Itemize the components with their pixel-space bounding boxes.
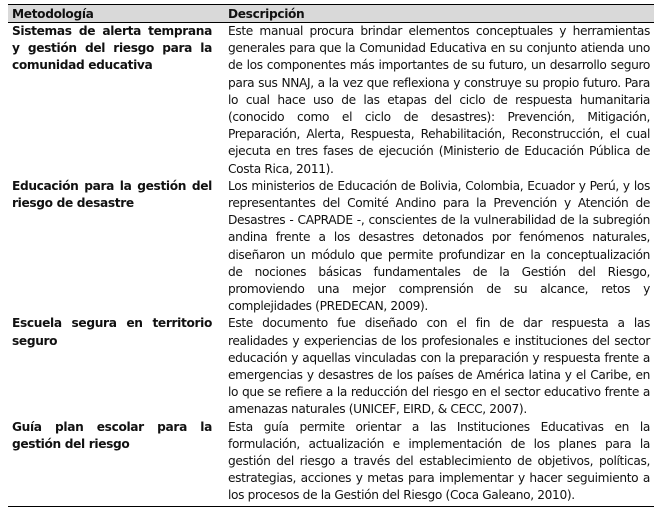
methodology-cell: Educación para la gestión del riesgo de desastre [12,178,212,211]
table-row [8,178,654,316]
description-cell: Los ministerios de Educación de Bolivia, Colombia, Ecuador y Perú, y los representantes del Comité Andino para la Prevención y Atención de Desastres - CAPRADE -, conscientes de la vulnerabilidad de la subregión andina frente a los desastres detonados por fenómenos naturales, diseñaron un módulo que permite profundizar en la conceptualización de nociones básicas fundamentales de la Gestión del Riesgo, promoviendo una mejor comprensión de su alcance, retos y complejidades (PREDECAN, 2009). [228,178,650,314]
column-header-methodology: Metodología [8,5,224,23]
header-row [8,5,654,23]
description-cell: Este manual procura brindar elementos conceptuales y herramientas generales para que la Comunidad Educativa en su conjunto atienda uno de los componentes más importantes de su futuro, un desarrollo seguro para sus NNAJ, a la vez que reflexiona y construye su propio futuro. Para lo cual hace uso de las etapas del ciclo de respuesta humanitaria (conocido como el ciclo de desastres): Prevención, Mitigación, Preparación, Alerta, Respuesta, Rehabilitación, Reconstrucción, el cual ejecuta en tres fases de ejecución (Ministerio de Educación Pública de Costa Rica, 2011). [228,24,650,176]
description-cell: Esta guía permite orientar a las Instituciones Educativas en la formulación, actualización e implementación de los planes para la gestión del riesgo a través del establecimiento de objetivos, políticas, estrategias, acciones y metas para implementar y hacer seguimiento a los procesos de la Gestión del Riesgo (Coca Galeano, 2010). [224,419,654,507]
table-header [8,5,654,23]
column-header-description: Descripción [224,5,654,23]
table-row [8,419,654,507]
description-cell: Este documento fue diseñado con el fin de dar respuesta a las realidades y experiencias de los profesionales e instituciones del sector educación y aquellas vinculadas con la preparación y respuesta frente a emergencias y desastres de los países de América latina y el Caribe, en lo que se refiere a la reducción del riesgo en el sector educativo frente a amenazas naturales (UNICEF, EIRD, & CECC, 2007). [228,316,650,417]
methodology-cell: Guía plan escolar para la gestión del riesgo [8,419,224,507]
methodology-cell: Escuela segura en territorio seguro [12,316,212,348]
methodology-table [8,4,654,507]
table-row [8,23,654,178]
table-row [8,315,654,418]
table-body [8,23,654,507]
methodology-cell: Sistemas de alerta temprana y gestión del riesgo para la comunidad educativa [12,24,212,73]
